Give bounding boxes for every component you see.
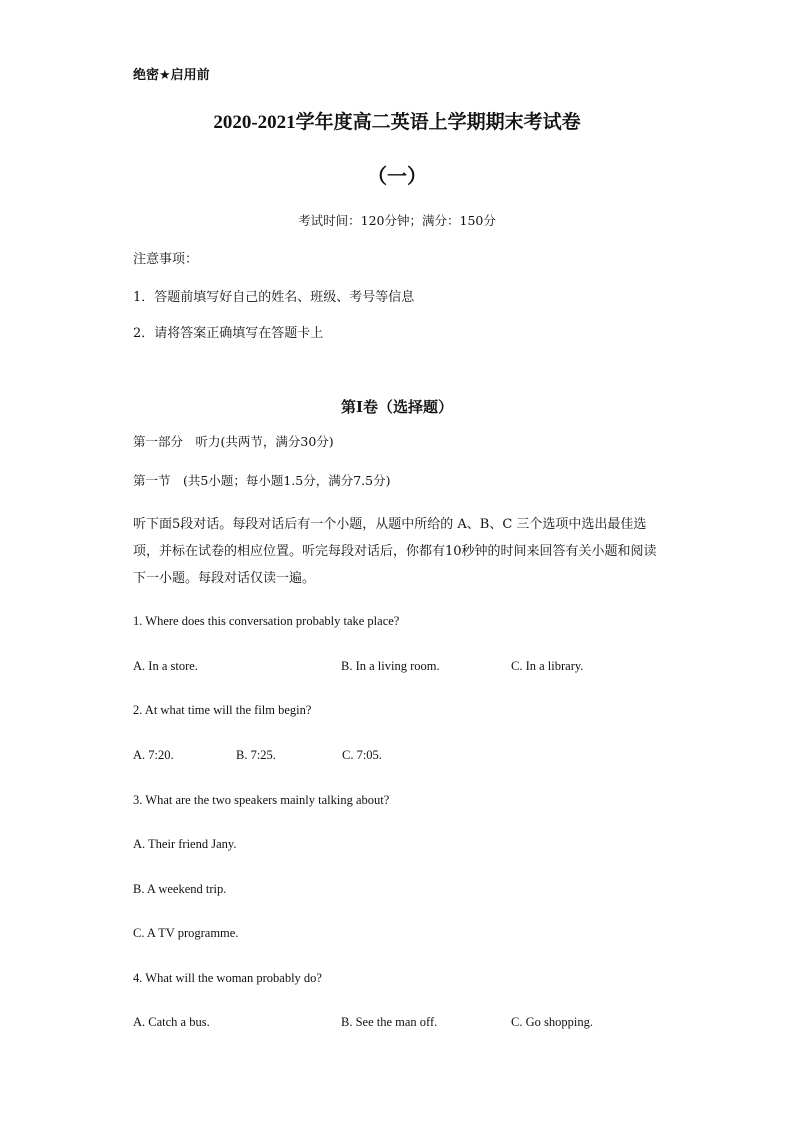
q4-option-b: B. See the man off. [341,1015,438,1029]
question-2: 2. At what time will the film begin? [133,703,312,717]
question-4: 4. What will the woman probably do? [133,971,322,985]
part-heading: 第一部分 听力(共两节，满分30分) [133,434,334,449]
q1-option-a: A. In a store. [133,659,198,673]
subsection-heading: 第一节 (共5小题；每小题1.5分，满分7.5分) [133,473,391,488]
question-3: 3. What are the two speakers mainly talking about? [133,793,390,807]
q3-option-b: B. A weekend trip. [133,882,227,896]
confidential-label: 绝密★启用前 [133,68,210,83]
listening-instructions: 听下面5段对话。每段对话后有一个小题，从题中所给的 A、B、C 三个选项中选出最佳选项，并标在试卷的相应位置。听完每段对话后，你都有10秒钟的时间来回答有关小题和阅读下一小题。每段对话仅读一遍。 [133,517,657,586]
notes-heading: 注意事项： [133,252,199,267]
question-1: 1. Where does this conversation probably take place? [133,614,400,628]
q4-option-a: A. Catch a bus. [133,1015,210,1029]
q3-option-c: C. A TV programme. [133,926,239,940]
q4-option-c: C. Go shopping. [511,1015,593,1029]
note-item-2: 2．请将答案正确填写在答题卡上 [133,326,324,341]
exam-subtitle: （一） [367,164,427,188]
note-item-1: 1．答题前填写好自己的姓名、班级、考号等信息 [133,290,415,305]
exam-title: 2020-2021学年度高二英语上学期期末考试卷 [213,112,581,133]
q1-option-c: C. In a library. [511,659,584,673]
q2-option-a: A. 7:20. [133,748,174,762]
section-title: 第I卷（选择题） [340,398,454,416]
q2-option-c: C. 7:05. [342,748,382,762]
q2-option-b: B. 7:25. [236,748,276,762]
q1-option-b: B. In a living room. [341,659,440,673]
exam-time-info: 考试时间：120分钟；满分：150分 [298,213,496,228]
q3-option-a: A. Their friend Jany. [133,837,237,851]
